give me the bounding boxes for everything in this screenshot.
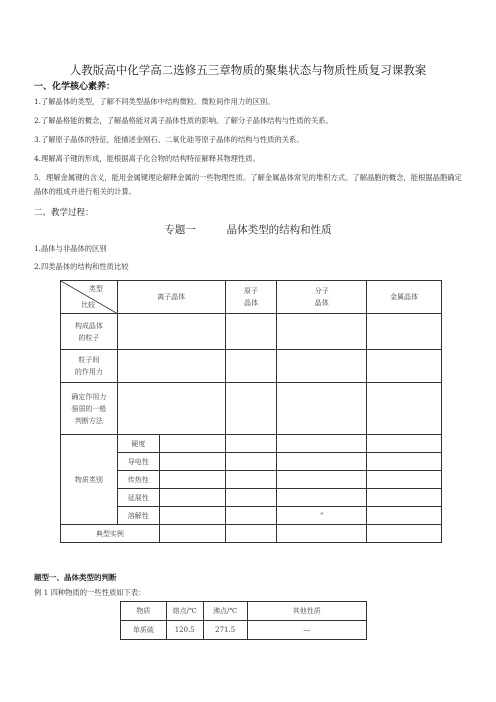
prop-heat-transfer: 传热性 <box>117 471 159 489</box>
objective-4: 4.理解离子键的形成，能根据离子化合物的结构特征解释其物理性质。 <box>34 154 260 163</box>
ex-header-other: 其他性质 <box>247 602 366 621</box>
row-particles: 构成晶体 的粒子 <box>61 314 118 350</box>
objective-1: 1.了解晶体的类型，了解不同类型晶体中结构微粒、微粒间作用力的区别。 <box>34 97 275 106</box>
topic-heading <box>0 222 496 237</box>
col-atomic: 原子 晶体 <box>225 281 277 314</box>
ex-cell-other: — <box>247 621 366 640</box>
page-title: 人教版高中化学高二选修五三章物质的聚集状态与物质性质复习课教案 <box>69 63 427 77</box>
prop-conductivity: 导电性 <box>117 453 159 471</box>
prop-solubility: 溶解性 <box>117 507 159 525</box>
ex-header-substance: 物质 <box>121 602 167 621</box>
row-properties: 物质类别 <box>61 435 118 525</box>
prop-hardness: 硬度 <box>117 435 159 453</box>
type1-heading: 题型一、晶体类型的判断 <box>34 573 117 582</box>
objective-2: 2.了解晶格能的概念，了解晶格能对离子晶体性质的影响。了解分子晶体结构与性质的关系。 <box>34 116 333 125</box>
objective-3: 3.了解原子晶体的特征，能描述金刚石、二氧化硅等原子晶体的结构与性质的关系。 <box>34 135 304 144</box>
ex-cell-substance: 单质硫 <box>121 621 167 640</box>
table-corner-cell <box>61 281 118 314</box>
example-1: 例 1 四种物质的一些性质如下表： <box>34 588 146 597</box>
col-ionic: 离子晶体 <box>117 281 225 314</box>
row-judge-method: 确定作用力 强弱的一般 判断方法 <box>61 383 118 435</box>
row-examples: 典型实例 <box>61 525 160 543</box>
example-table <box>120 601 367 640</box>
ex-cell-boiling: 271.5 <box>203 621 247 640</box>
comparison-table <box>60 280 442 543</box>
solubility-mark: " <box>277 507 367 525</box>
col-molecular: 分子 晶体 <box>277 281 367 314</box>
objective-5: 5．理解金属键的含义，能用金属键理论解释金属的一些物理性质。了解金属晶体常见的堆积方式。了解晶胞的概念，能根据晶胞确定晶体的组成并进行相关的计算。 <box>34 173 462 196</box>
row-force: 粒子间 的作用力 <box>61 350 118 383</box>
section-heading-process: 二、教学过程： <box>34 208 94 218</box>
section-heading-core: 一、化学核心素养： <box>34 82 116 92</box>
ex-header-boiling: 沸点/℃ <box>203 602 247 621</box>
col-metal: 金属晶体 <box>367 281 442 314</box>
item-1: 1.晶体与非晶体的区别 <box>34 244 107 253</box>
corner-top-label: 类型 <box>88 285 103 293</box>
topic-title: 晶体类型的结构和性质 <box>226 224 332 236</box>
ex-cell-melting: 120.5 <box>166 621 203 640</box>
corner-bottom-label: 比较 <box>81 301 95 309</box>
prop-ductility: 延展性 <box>117 489 159 507</box>
ex-header-melting: 熔点/℃ <box>166 602 203 621</box>
topic-label: 专题一 <box>164 224 196 236</box>
item-2: 2.四类晶体的结构和性质比较 <box>34 262 129 271</box>
